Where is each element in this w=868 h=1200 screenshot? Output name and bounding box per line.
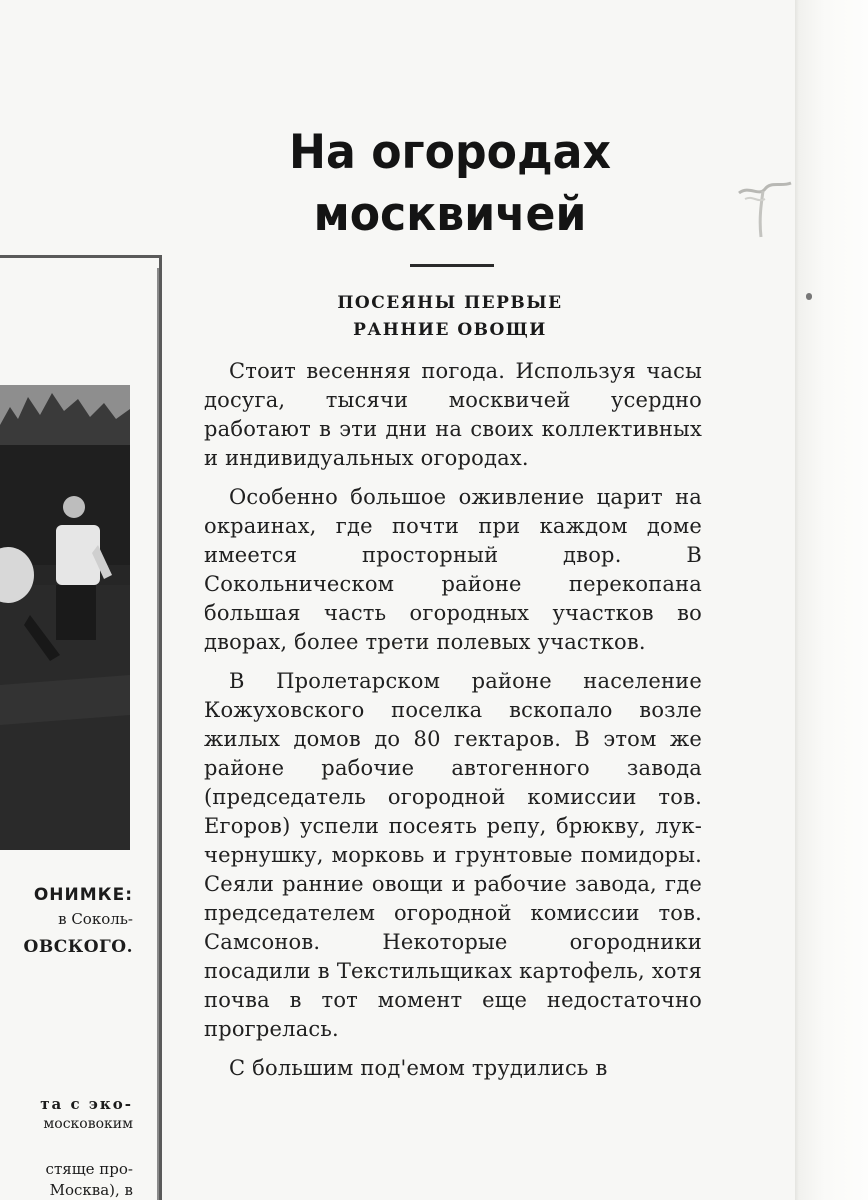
column-divider — [157, 268, 159, 1200]
caption-line: ОВСКОГО. — [23, 937, 133, 957]
paper-crease-mark — [735, 175, 795, 245]
column-text-line: стяще про- — [45, 1160, 133, 1178]
ink-spot — [806, 293, 812, 300]
subheading-line: ПОСЕЯНЫ ПЕРВЫЕ — [337, 293, 563, 313]
headline-line: На огородах — [289, 125, 611, 180]
article-subheading — [270, 290, 630, 344]
article-body — [204, 357, 702, 1093]
column-text-line: та с эко- — [40, 1095, 133, 1113]
column-text-line: московоким — [43, 1116, 133, 1132]
article-paragraph: Стоит весенняя погода. Используя часы досуга, тысячи москвичей усердно работают в эти дни на своих коллективных и индивидуальных огородах. — [204, 359, 702, 470]
article-headline — [243, 122, 657, 246]
page-edge — [795, 0, 868, 1200]
article-paragraph: С большим под'емом трудились в — [229, 1056, 608, 1080]
subheading-line: РАННИЕ ОВОЩИ — [353, 320, 547, 340]
caption-line: ОНИМКЕ: — [33, 885, 133, 905]
article-paragraph: В Пролетарском районе население Кожуховского поселка вскопало возле жилых домов до 80 гектаров. В этом же районе рабочие автогенного завода (председатель огородной комиссии тов. Егоров) успели посеять репу, брюкву, лук-чернушку, морковь и грунтовые помидоры. Сеяли ранние овощи и рабочие завода, где председателем огородной комиссии тов. Самсонов. Некоторые огородники посадили в Текстильщиках картофель, хотя почва в тот момент еще недостаточно прогрелась. — [204, 669, 702, 1041]
article-paragraph: Особенно большое оживление царит на окраинах, где почти при каждом доме имеется просторный двор. В Сокольническом районе перекопана большая часть огородных участков во дворах, более трети полевых участков. — [204, 485, 702, 654]
photograph — [0, 385, 130, 850]
caption-line: в Соколь- — [58, 910, 133, 928]
headline-divider — [410, 264, 494, 267]
headline-line: москвичей — [313, 187, 587, 242]
column-text-line: Москва), в — [49, 1181, 133, 1199]
